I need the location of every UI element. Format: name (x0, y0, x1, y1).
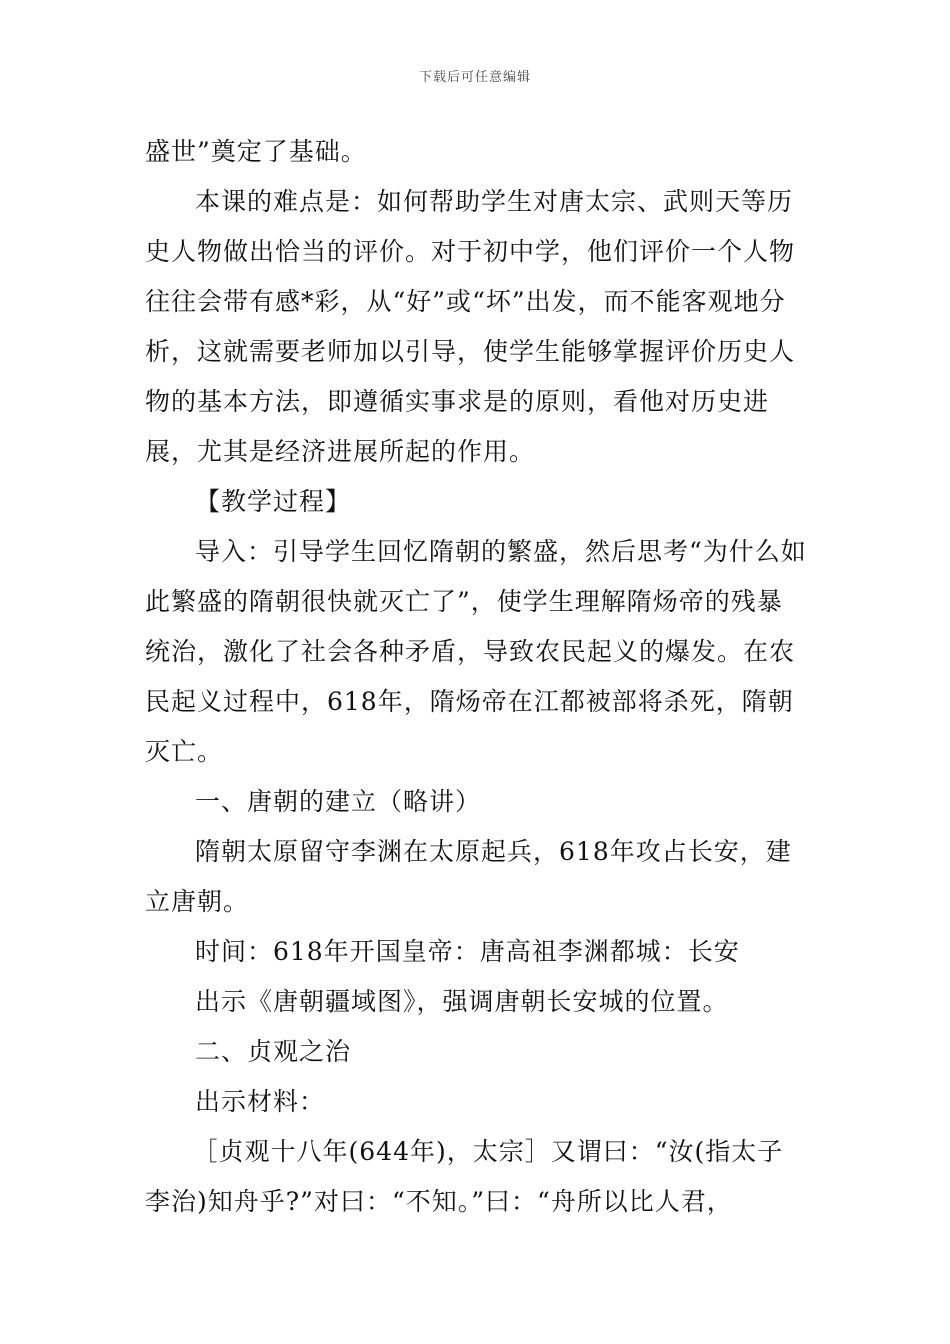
paragraph-quote: ［贞观十八年(644年)，太宗］又谓曰：“汝(指太子李治)知舟乎?”对曰：“不知。”曰：“舟所以比人君， (145, 1137, 784, 1216)
paragraph-tang-founding: 隋朝太原留守李渊在太原起兵，618年攻占长安，建立唐朝。 (145, 837, 792, 916)
heading-tang-founding: 一、唐朝的建立（略讲） (195, 787, 482, 816)
paragraph-difficulty: 本课的难点是：如何帮助学生对唐太宗、武则天等历史人物做出恰当的评价。对于初中学，他们评价一个人物往往会带有感*彩，从“好”或“坏”出发，而不能客观地分析，这就需要老师加以引导，使学生能够掌握评价历史人物的基本方法，即遵循实事求是的原则，看他对历史进展，尤其是经济进展所起的作用。 (145, 187, 796, 466)
paragraph-time-summary: 时间：618年开国皇帝：唐高祖李渊都城：长安 (195, 937, 740, 966)
document-body (145, 127, 807, 1227)
heading-zhenguan: 二、贞观之治 (195, 1037, 352, 1066)
paragraph-introduction: 导入：引导学生回忆隋朝的繁盛，然后思考“为什么如此繁盛的隋朝很快就灭亡了”，使学生理解隋炀帝的残暴统治，激化了社会各种矛盾，导致农民起义的爆发。在农民起义过程中，618年，隋炀帝在江都被部将杀死，隋朝灭亡。 (145, 537, 807, 766)
paragraph-material-label: 出示材料： (195, 1087, 326, 1116)
paragraph-map-note: 出示《唐朝疆域图》，强调唐朝长安城的位置。 (195, 987, 729, 1016)
paragraph-continuation: 盛世”奠定了基础。 (145, 137, 367, 166)
section-heading-teaching-process: 【教学过程】 (195, 487, 352, 516)
page-header: 下载后可任意编辑 (418, 70, 531, 85)
